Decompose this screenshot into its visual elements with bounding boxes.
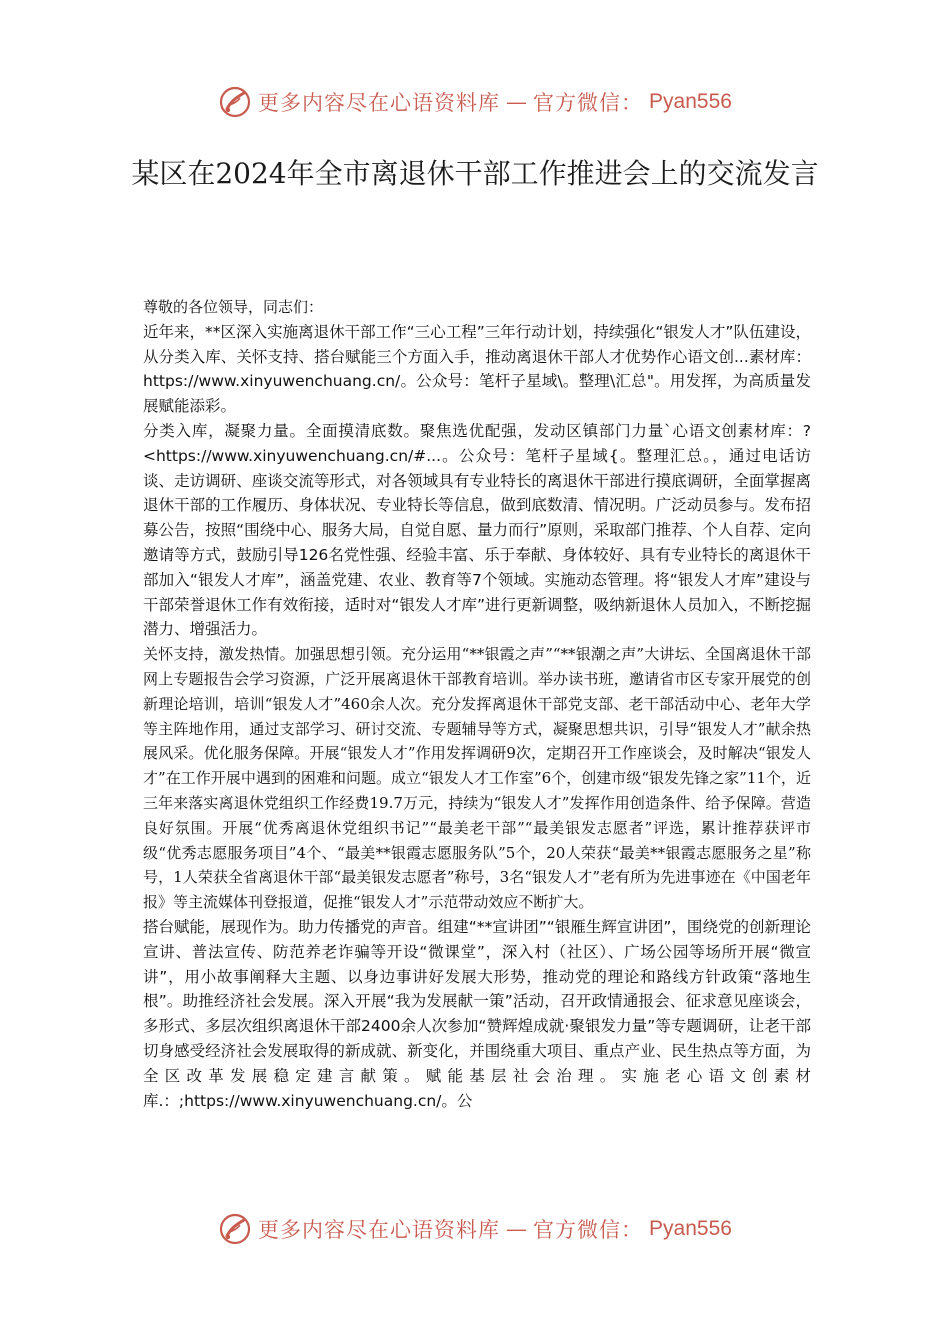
paragraph-intro: 近年来，**区深入实施离退休干部工作“三心工程”三年行动计划，持续强化“银发人才”队伍建设，从分类入库、关怀支持、搭台赋能三个方面入手，推动离退休干部人才优势作心语文创...素材库：https://www.xinyuwenchuang.cn/。公众号：笔杆子星域\。整理\汇总"。用发挥，为高质量发展赋能添彩。 bbox=[143, 322, 811, 416]
banner-text: 更多内容尽在心语资料库 bbox=[258, 1218, 501, 1242]
banner-separator: — bbox=[506, 90, 528, 114]
paragraph-classify: 分类入库，凝聚力量。全面摸清底数。聚焦选优配强，发动区镇部门力量`心语文创素材库：?<https://www.xinyuwenchuang.cn/#...。公众号：笔杆子星域{。整理汇总。，通过电话访谈、走访调研、座谈交流等形式，对各领域具有专业特长的离退休干部进行摸底调研，全面掌握离退休干部的工作履历、身体状况、专业特长等信息，做到底数清、情况明。广泛动员参与。发布招募公告，按照“围绕中心、服务大局，自觉自愿、量力而行”原则，采取部门推荐、个人自荐、定向邀请等方式，鼓励引导126名党性强、经验丰富、乐于奉献、身体较好、具有专业特长的离退休干部加入“银发人才库”，涵盖党建、农业、教育等7个领域。实施动态管理。将“银发人才库”建设与干部荣誉退休工作有效衔接，适时对“银发人才库”进行更新调整，吸纳新退休人员加入，不断挖掘潜力、增强活力。 bbox=[143, 421, 811, 639]
paragraph-care: 关怀支持，激发热情。加强思想引领。充分运用“**银霞之声”“**银潮之声”大讲坛、全国离退休干部网上专题报告会学习资源，广泛开展离退休干部教育培训。举办读书班，邀请省市区专家开展党的创新理论培训，培训“银发人才”460余人次。充分发挥离退休干部党支部、老干部活动中心、老年大学等主阵地作用，通过支部学习、研讨交流、专题辅导等方式，凝聚思想共识，引导“银发人才”献余热展风采。优化服务保障。开展“银发人才”作用发挥调研9次，定期召开工作座谈会，及时解决“银发人才”在工作开展中遇到的困难和问题。成立“银发人才工作室”6个，创建市级“银发先锋之家”11个，近三年来落实离退休党组织工作经费19.7万元，持续为“银发人才”发挥作用创造条件、给予保障。营造良好氛围。开展“优秀离退休党组织书记”“最美老干部”“最美银发志愿者”评选，累计推荐获评市级“优秀志愿服务项目”4个、“最美**银霞志愿服务队”5个，20人荣获“最美**银霞志愿服务之星”称号，1人荣获全省离退休干部“最美银发志愿者”称号，3名“银发人才”老有所为先进事迹在《中国老年报》等主流媒体刊登报道，促推“银发人才”示范带动效应不断扩大。 bbox=[143, 645, 811, 912]
paragraph-empower: 搭台赋能，展现作为。助力传播党的声音。组建“**宣讲团”“银雁生辉宣讲团”，围绕党的创新理论宣讲、普法宣传、防范养老诈骗等开设“微课堂”，深入村（社区）、广场公园等场所开展“微宣讲”，用小故事阐释大主题、以身边事讲好发展大形势，推动党的理论和路线方针政策“落地生根”。助推经济社会发展。深入开展“我为发展献一策”活动，召开政情通报会、征求意见座谈会，多形式、多层次组织离退休干部2400余人次参加“赞辉煌成就·聚银发力量”等专题调研，让老干部切身感受经济社会发展取得的新成就、新变化，并围绕重大项目、重点产业、民生热点等方面，为全区改革发展稳定建言献策。赋能基层社会治理。实施老心语文创素材库.：;https://www.xinyuwenchuang.cn/。公 bbox=[143, 917, 811, 1110]
banner-handle: Pyan556 bbox=[649, 90, 732, 113]
document-body bbox=[143, 295, 811, 1113]
banner-official: 官方微信： bbox=[533, 91, 644, 115]
brush-logo-icon bbox=[218, 85, 252, 119]
banner-separator: — bbox=[506, 1217, 528, 1241]
banner-handle: Pyan556 bbox=[649, 1217, 732, 1240]
header-watermark-banner bbox=[0, 82, 950, 122]
page-title: 某区在2024年全市离退休干部工作推进会上的交流发言 bbox=[131, 157, 819, 190]
salutation: 尊敬的各位领导，同志们： bbox=[143, 298, 324, 316]
banner-text: 更多内容尽在心语资料库 bbox=[258, 91, 501, 115]
brush-logo-icon bbox=[218, 1212, 252, 1246]
banner-official: 官方微信： bbox=[533, 1218, 644, 1242]
footer-watermark-banner bbox=[0, 1209, 950, 1249]
